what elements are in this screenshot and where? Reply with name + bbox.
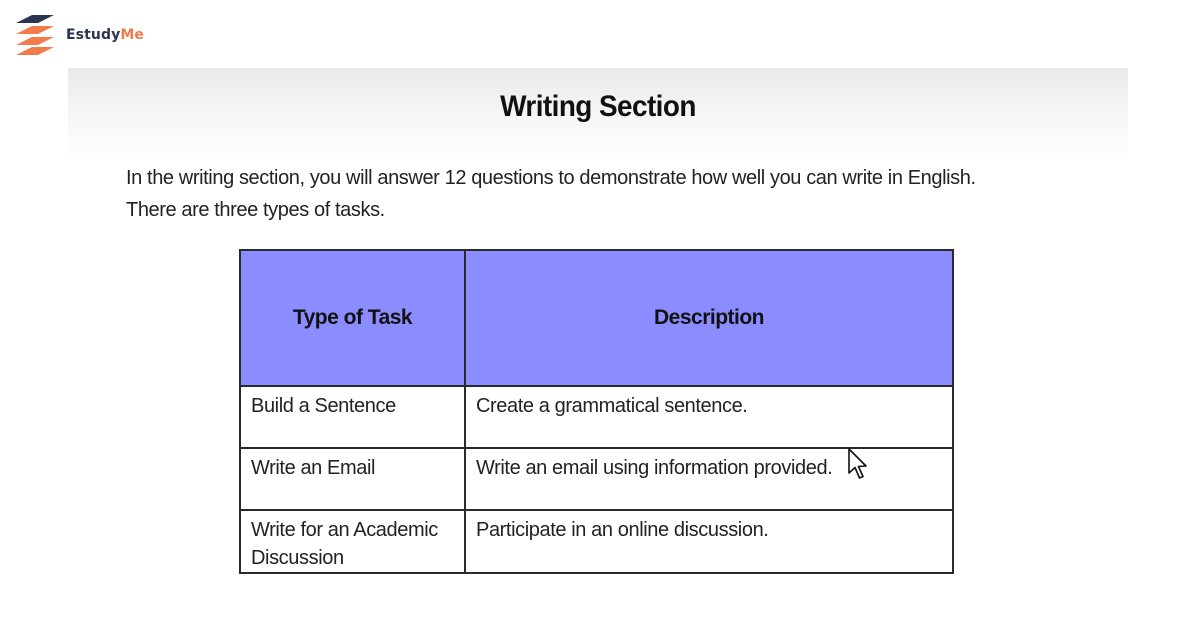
- column-header-description: Description: [465, 250, 953, 386]
- task-type-cell: Write an Email: [240, 448, 465, 510]
- task-description-cell: Create a grammatical sentence.: [465, 386, 953, 448]
- brand-name-accent: Me: [120, 27, 144, 43]
- table-header-row: [240, 250, 953, 386]
- mouse-pointer-icon: [848, 448, 868, 482]
- task-description-cell: Participate in an online discussion.: [465, 510, 953, 573]
- estudyme-logo-icon: [12, 14, 58, 56]
- column-header-type: Type of Task: [240, 250, 465, 386]
- intro-line-2: There are three types of tasks.: [126, 199, 385, 221]
- intro-line-1: In the writing section, you will answer 12 questions to demonstrate how well you can write in English.: [126, 167, 976, 189]
- brand-name: [66, 27, 144, 43]
- table-row: [240, 386, 953, 448]
- slide-panel: [68, 68, 1128, 630]
- task-description-cell: Write an email using information provided.: [465, 448, 953, 510]
- slide-title: Writing Section: [500, 90, 696, 123]
- slide-intro: [126, 162, 1086, 226]
- table-row: [240, 448, 953, 510]
- brand-logo[interactable]: [12, 14, 144, 56]
- task-type-cell: Build a Sentence: [240, 386, 465, 448]
- brand-name-primary: Estudy: [66, 27, 121, 43]
- task-table: [239, 249, 954, 574]
- task-type-cell: Write for an Academic Discussion: [240, 510, 465, 573]
- table-row: [240, 510, 953, 573]
